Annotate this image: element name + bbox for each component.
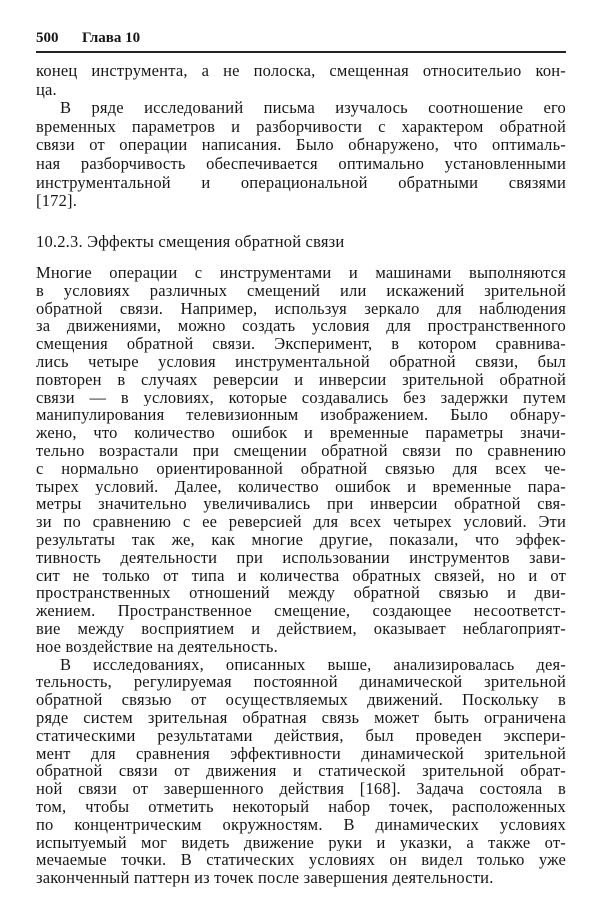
text-line: ное воздействие на деятельность. bbox=[36, 637, 278, 656]
text-line: том, чтобы отметить некоторый набор точек, расположенных bbox=[36, 797, 566, 816]
body-text bbox=[36, 264, 566, 887]
text-line: инструментальной и операциональной обратными связями bbox=[36, 173, 566, 192]
text-line: В ряде исследований письма изучалось соотношение его bbox=[60, 99, 566, 118]
text-line: лись четыре условия инструментальной обратной связи, был bbox=[36, 352, 566, 371]
text-line: в условиях различных смещений или искажений зрительной bbox=[36, 281, 566, 300]
text-line: тивность деятельности при использовании инструментов зави- bbox=[36, 548, 566, 567]
text-line: ряде систем зрительная обратная связь может быть ограничена bbox=[36, 708, 566, 727]
text-line: жением. Пространственное смещение, создающее несоответст- bbox=[36, 602, 566, 620]
text-line: зи по сравнению с ее реверсией для всех четырех условий. Эти bbox=[36, 513, 566, 531]
text-line: связи — в условиях, которые создавались без задержки путем bbox=[36, 388, 566, 407]
text-line: вие между восприятием и действием, оказывает неблагоприят- bbox=[36, 619, 566, 638]
text-line: ца. bbox=[36, 80, 57, 99]
text-line: повторен в случаях реверсии и инверсии зрительной обратной bbox=[36, 370, 566, 389]
text-line: мечаемые точки. В статических условиях он видел только уже bbox=[36, 851, 566, 870]
text-line: метры значительно увеличивались при инверсии обратной свя- bbox=[36, 495, 566, 514]
text-line: временных параметров и разборчивости с характером обратной bbox=[36, 117, 566, 136]
text-line: обратной связью от осуществляемых движений. Поскольку в bbox=[36, 691, 566, 709]
text-line: Многие операции с инструментами и машинами выполняются bbox=[36, 264, 566, 282]
text-line: тельно возрастали при смещении обратной связи по сравнению bbox=[36, 441, 566, 460]
text-line: жено, что количество ошибок и временные параметры значи- bbox=[36, 424, 566, 442]
text-line: испытуемый мог видеть движение руки и указки, а также от- bbox=[36, 833, 566, 852]
text-line: с нормально ориентированной обратной связью для всех че- bbox=[36, 459, 566, 478]
text-line: обратной связи от движения и статической зрительной обрат- bbox=[36, 762, 566, 781]
page-number: 500 bbox=[36, 30, 59, 46]
text-line: обратной связи. Например, используя зеркало для наблюдения bbox=[36, 299, 566, 318]
text-line: за движениями, можно создать условия для пространственного bbox=[36, 317, 566, 336]
text-line: ная разборчивость обеспечивается оптимально установленными bbox=[36, 154, 566, 173]
text-line: по концентрическим окружностям. В динамических условиях bbox=[36, 815, 566, 834]
text-line: пространственных отношений между обратной связью и дви- bbox=[36, 584, 566, 603]
text-line: тырех условий. Далее, количество ошибок и временные пара- bbox=[36, 477, 566, 496]
text-line: смещения обратной связи. Эксперимент, в котором сравнива- bbox=[36, 335, 566, 353]
header-rule bbox=[36, 51, 566, 53]
text-line: статическими результатами действия, был проведен экспери- bbox=[36, 726, 566, 745]
text-line: ной связи от завершенного действия [168]. Задача состояла в bbox=[36, 780, 566, 798]
text-line: конец инструмента, а не полоска, смещенная относительио кон- bbox=[36, 62, 566, 80]
running-header bbox=[36, 30, 566, 50]
text-line: [172]. bbox=[36, 192, 78, 211]
text-line: законченный паттерн из точек после завершения деятельности. bbox=[36, 869, 494, 887]
text-line: манипулирования телевизионным изображением. Было обнару- bbox=[36, 406, 566, 425]
text-line: сит не только от типа и количества обратных связей, но и от bbox=[36, 566, 566, 585]
text-line: результаты так же, как многие другие, показали, что эффек- bbox=[36, 530, 566, 549]
text-line: тельность, регулируемая постоянной динамической зрительной bbox=[36, 673, 566, 692]
section-heading: 10.2.3. Эффекты смещения обратной связи bbox=[36, 232, 345, 251]
intro-text bbox=[36, 62, 566, 211]
text-line: В исследованиях, описанных выше, анализировалась дея- bbox=[60, 655, 566, 674]
chapter-title: Глава 10 bbox=[82, 30, 141, 46]
text-line: мент для сравнения эффективности динамической зрительной bbox=[36, 744, 566, 763]
text-line: связи от операции написания. Было обнаружено, что оптималь- bbox=[36, 136, 566, 155]
